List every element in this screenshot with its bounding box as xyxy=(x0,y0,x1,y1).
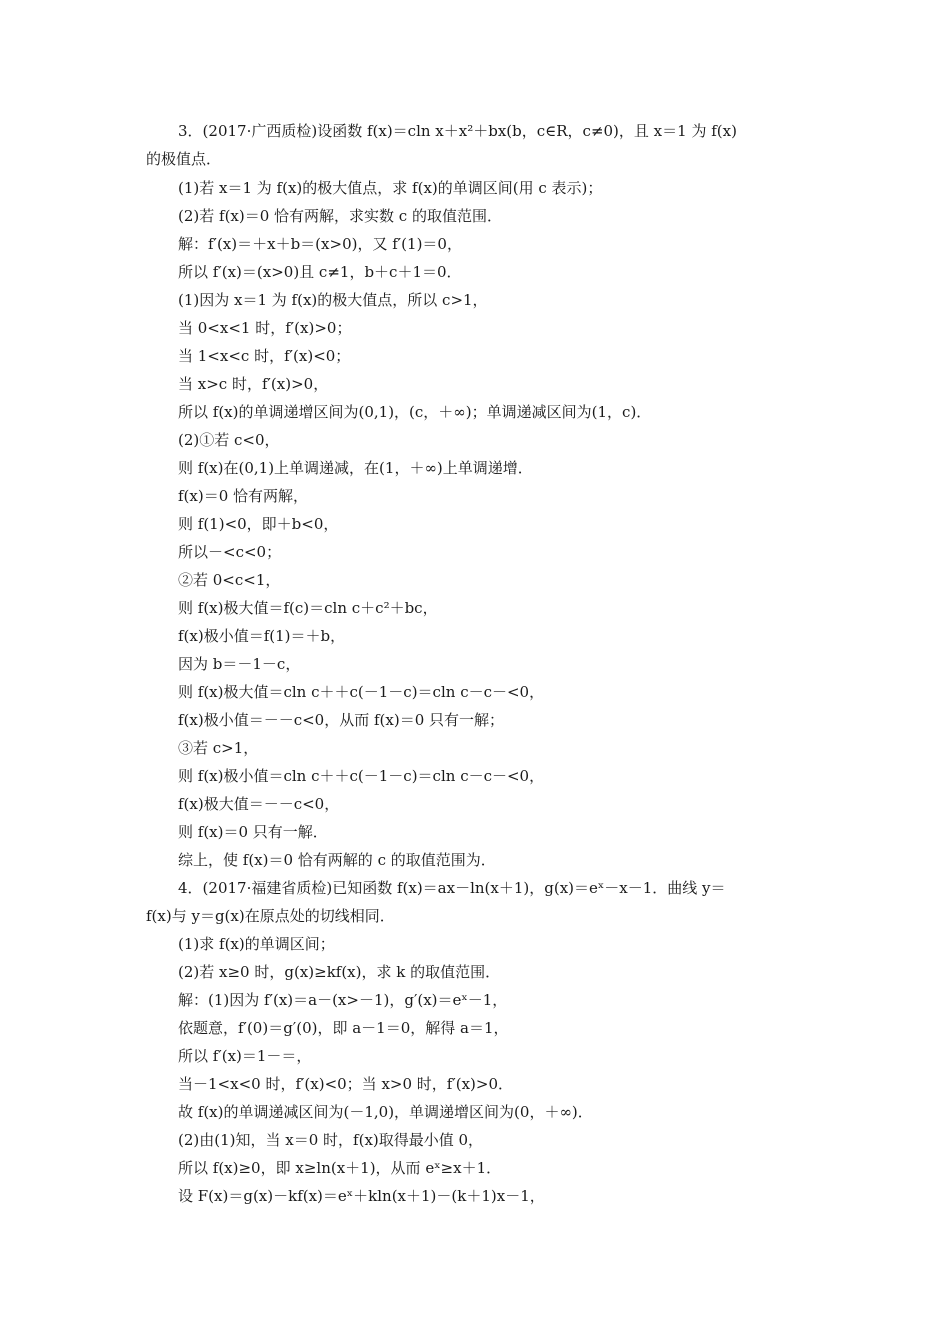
solution-line: (2)①若 c<0， xyxy=(178,431,280,449)
problem-4-statement: 4．(2017·福建省质检)已知函数 f(x)＝ax－ln(x＋1)，g(x)＝eˣ－x－1．曲线 y＝ xyxy=(178,879,726,897)
solution-line: f(x)极大值＝－－c<0， xyxy=(178,795,340,813)
solution-line: 则 f(x)极大值＝cln c＋＋c(－1－c)＝cln c－c－<0， xyxy=(178,683,545,701)
problem-3-statement: 3．(2017·广西质检)设函数 f(x)＝cln x＋x²＋bx(b，c∈R，c≠0)，且 x＝1 为 f(x) xyxy=(178,122,737,140)
solution-line: (1)因为 x＝1 为 f(x)的极大值点，所以 c>1， xyxy=(178,291,488,309)
solution-line: 所以 f(x)的单调递增区间为(0,1)，(c，＋∞)；单调递减区间为(1，c)． xyxy=(178,403,652,421)
solution-line: 所以 f′(x)＝1－＝， xyxy=(178,1047,312,1065)
solution-line: 解：(1)因为 f′(x)＝a－(x>－1)，g′(x)＝eˣ－1， xyxy=(178,991,508,1009)
solution-conclusion: 综上，使 f(x)＝0 恰有两解的 c 的取值范围为． xyxy=(178,851,496,869)
solution-line: ②若 0<c<1， xyxy=(178,571,281,589)
solution-line: 则 f(x)＝0 只有一解． xyxy=(178,823,328,841)
solution-line: 所以－<c<0； xyxy=(178,543,282,561)
solution-line: 所以 f′(x)＝(x>0)且 c≠1，b＋c＋1＝0． xyxy=(178,263,462,281)
solution-line: f(x)＝0 恰有两解， xyxy=(178,487,309,505)
solution-line: 故 f(x)的单调递减区间为(－1,0)，单调递增区间为(0，＋∞)． xyxy=(178,1103,593,1121)
solution-line: 则 f(x)极大值＝f(c)＝cln c＋c²＋bc， xyxy=(178,599,438,617)
solution-line: 当 x>c 时，f′(x)>0， xyxy=(178,375,329,393)
solution-line: (2)由(1)知，当 x＝0 时，f(x)取得最小值 0， xyxy=(178,1131,484,1149)
solution-line: f(x)极小值＝－－c<0，从而 f(x)＝0 只有一解； xyxy=(178,711,505,729)
solution-line: 当 1<x<c 时，f′(x)<0； xyxy=(178,347,351,365)
solution-line: 当 0<x<1 时，f′(x)>0； xyxy=(178,319,352,337)
solution-line: 所以 f(x)≥0，即 x≥ln(x＋1)，从而 eˣ≥x＋1． xyxy=(178,1159,502,1177)
solution-line: 因为 b＝－1－c， xyxy=(178,655,301,673)
solution-line: 当－1<x<0 时，f′(x)<0；当 x>0 时，f′(x)>0． xyxy=(178,1075,514,1093)
problem-3-part2: (2)若 f(x)＝0 恰有两解，求实数 c 的取值范围． xyxy=(178,207,502,225)
solution-line: 则 f(x)极小值＝cln c＋＋c(－1－c)＝cln c－c－<0， xyxy=(178,767,545,785)
solution-line: 解：f′(x)＝＋x＋b＝(x>0)，又 f′(1)＝0， xyxy=(178,235,462,253)
problem-4-statement-cont: f(x)与 y＝g(x)在原点处的切线相同． xyxy=(146,907,395,925)
problem-3-statement-cont: 的极值点． xyxy=(146,150,222,168)
solution-line: f(x)极小值＝f(1)＝＋b， xyxy=(178,627,346,645)
problem-3-part1: (1)若 x＝1 为 f(x)的极大值点，求 f(x)的单调区间(用 c 表示)； xyxy=(178,179,603,197)
solution-line: 设 F(x)＝g(x)－kf(x)＝eˣ＋kln(x＋1)－(k＋1)x－1， xyxy=(178,1187,545,1205)
solution-line: 则 f(1)<0，即＋b<0， xyxy=(178,515,339,533)
problem-4-part2: (2)若 x≥0 时，g(x)≥kf(x)，求 k 的取值范围． xyxy=(178,963,501,981)
solution-line: ③若 c>1， xyxy=(178,739,259,757)
solution-line: 依题意，f′(0)＝g′(0)，即 a－1＝0，解得 a＝1， xyxy=(178,1019,509,1037)
problem-4-part1: (1)求 f(x)的单调区间； xyxy=(178,935,335,953)
solution-line: 则 f(x)在(0,1)上单调递减，在(1，＋∞)上单调递增． xyxy=(178,459,533,477)
